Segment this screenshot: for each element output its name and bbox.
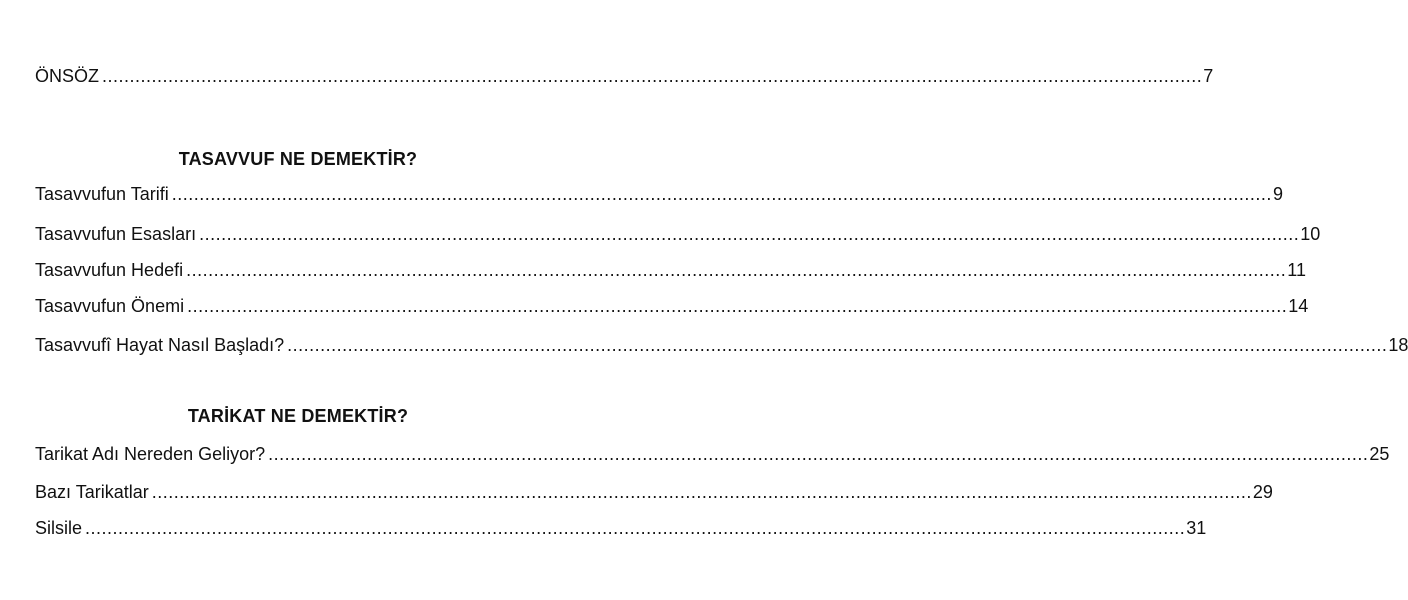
toc-entry[interactable] (35, 443, 1390, 465)
toc-entry-label: Tasavvufun Tarifi (35, 184, 169, 204)
toc-entry[interactable] (35, 259, 1306, 281)
section-heading-tasavvuf: TASAVVUF NE DEMEKTİR? (178, 149, 418, 169)
toc-entry-page-number: 25 (1369, 444, 1390, 464)
toc-entry[interactable] (35, 517, 1207, 539)
toc-entry-label: Silsile (35, 518, 83, 538)
toc-entry-page-number: 18 (1388, 335, 1408, 355)
toc-entry-page-number: 14 (1288, 296, 1309, 316)
dot-leader: ........................................................................................................................................................................................................ (186, 260, 1287, 280)
dot-leader: ........................................................................................................................................................................................................ (199, 224, 1300, 244)
dot-leader: ........................................................................................................................................................................................................ (187, 296, 1288, 316)
dot-leader: ........................................................................................................................................................................................................ (268, 444, 1369, 464)
table-of-contents (35, 0, 1408, 600)
toc-entry[interactable] (35, 183, 1283, 205)
toc-entry-label: ÖNSÖZ (35, 66, 100, 86)
toc-entry-page-number: 31 (1186, 518, 1207, 538)
toc-entry[interactable] (35, 223, 1321, 245)
toc-entry-page-number: 9 (1272, 184, 1283, 204)
section-heading-tarikat: TARİKAT NE DEMEKTİR? (187, 406, 409, 426)
toc-entry[interactable] (35, 481, 1273, 503)
toc-entry-page-number: 10 (1300, 224, 1321, 244)
toc-entry-page-number: 29 (1252, 482, 1273, 502)
toc-entry-label: Tasavvufun Önemi (35, 296, 185, 316)
toc-entry-preface[interactable] (35, 65, 1214, 87)
dot-leader: ........................................................................................................................................................................................................ (85, 518, 1186, 538)
toc-entry-label: Tarikat Adı Nereden Geliyor? (35, 444, 266, 464)
toc-entry-page-number: 11 (1287, 260, 1306, 280)
dot-leader: ........................................................................................................................................................................................................ (171, 184, 1272, 204)
toc-entry-label: Bazı Tarikatlar (35, 482, 149, 502)
toc-entry-page-number: 7 (1203, 66, 1214, 86)
dot-leader: ........................................................................................................................................................................................................ (102, 66, 1203, 86)
dot-leader: ........................................................................................................................................................................................................ (287, 335, 1388, 355)
toc-entry[interactable] (35, 295, 1309, 317)
toc-entry[interactable] (35, 334, 1408, 356)
toc-entry-label: Tasavvufun Esasları (35, 224, 197, 244)
dot-leader: ........................................................................................................................................................................................................ (151, 482, 1252, 502)
toc-entry-label: Tasavvufî Hayat Nasıl Başladı? (35, 335, 285, 355)
toc-entry-label: Tasavvufun Hedefi (35, 260, 184, 280)
